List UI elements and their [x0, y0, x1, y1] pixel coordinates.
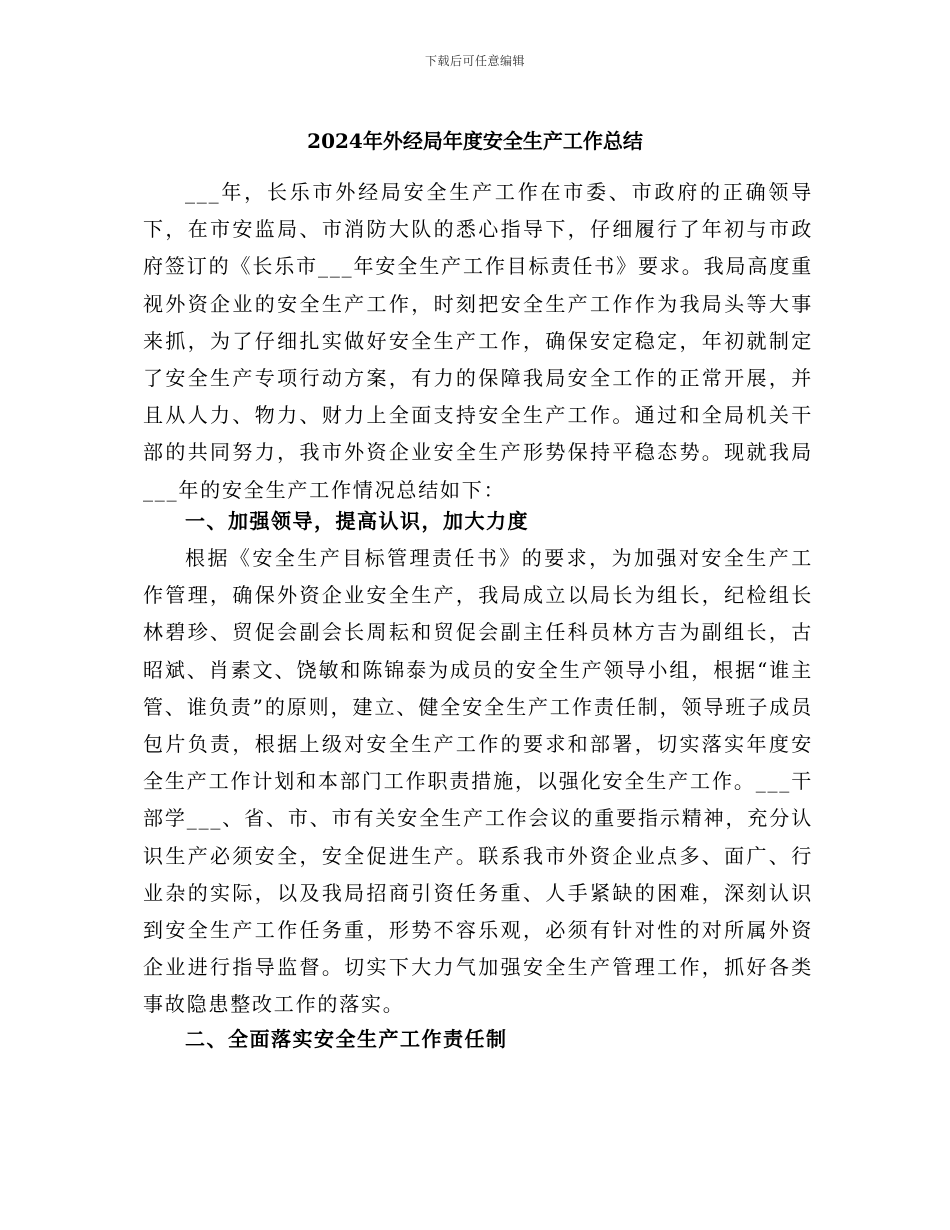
header-note: 下载后可任意编辑 [424, 54, 525, 68]
document-title: 2024年外经局年度安全生产工作总结 [307, 129, 643, 153]
paragraph-intro: ___年，长乐市外经局安全生产工作在市委、市政府的正确领导下，在市安监局、市消防大队的悉心指导下，仔细履行了年初与市政府签订的《长乐市___年安全生产工作目标责任书》要求。我局高度重视外资企业的安全生产工作，时刻把安全生产工作作为我局头等大事来抓，为了仔细扎实做好安全生产工作，确保安定稳定，年初就制定了安全生产专项行动方案，有力的保障我局安全工作的正常开展，并且从人力、物力、财力上全面支持安全生产工作。通过和全局机关干部的共同努力，我市外资企业安全生产形势保持平稳态势。现就我局___年的安全生产工作情况总结如下： [143, 180, 813, 502]
section-heading-2: 二、全面落实安全生产工作责任制 [185, 1027, 508, 1051]
paragraph-section-1: 根据《安全生产目标管理责任书》的要求，为加强对安全生产工作管理，确保外资企业安全生产，我局成立以局长为组长，纪检组长林碧珍、贸促会副会长周耘和贸促会副主任科员林方吉为副组长，古昭斌、肖素文、饶敏和陈锦泰为成员的安全生产领导小组，根据“谁主管、谁负责”的原则，建立、健全安全生产工作责任制，领导班子成员包片负责，根据上级对安全生产工作的要求和部署，切实落实年度安全生产工作计划和本部门工作职责措施，以强化安全生产工作。___干部学___、省、市、市有关安全生产工作会议的重要指示精神，充分认识生产必须安全，安全促进生产。联系我市外资企业点多、面广、行业杂的实际，以及我局招商引资任务重、人手紧缺的困难，深刻认识到安全生产工作任务重，形势不容乐观，必须有针对性的对所属外资企业进行指导监督。切实下大力气加强安全生产管理工作，抓好各类事故隐患整改工作的落实。 [143, 546, 813, 1017]
section-heading-1: 一、加强领导，提高认识，加大力度 [185, 509, 529, 533]
